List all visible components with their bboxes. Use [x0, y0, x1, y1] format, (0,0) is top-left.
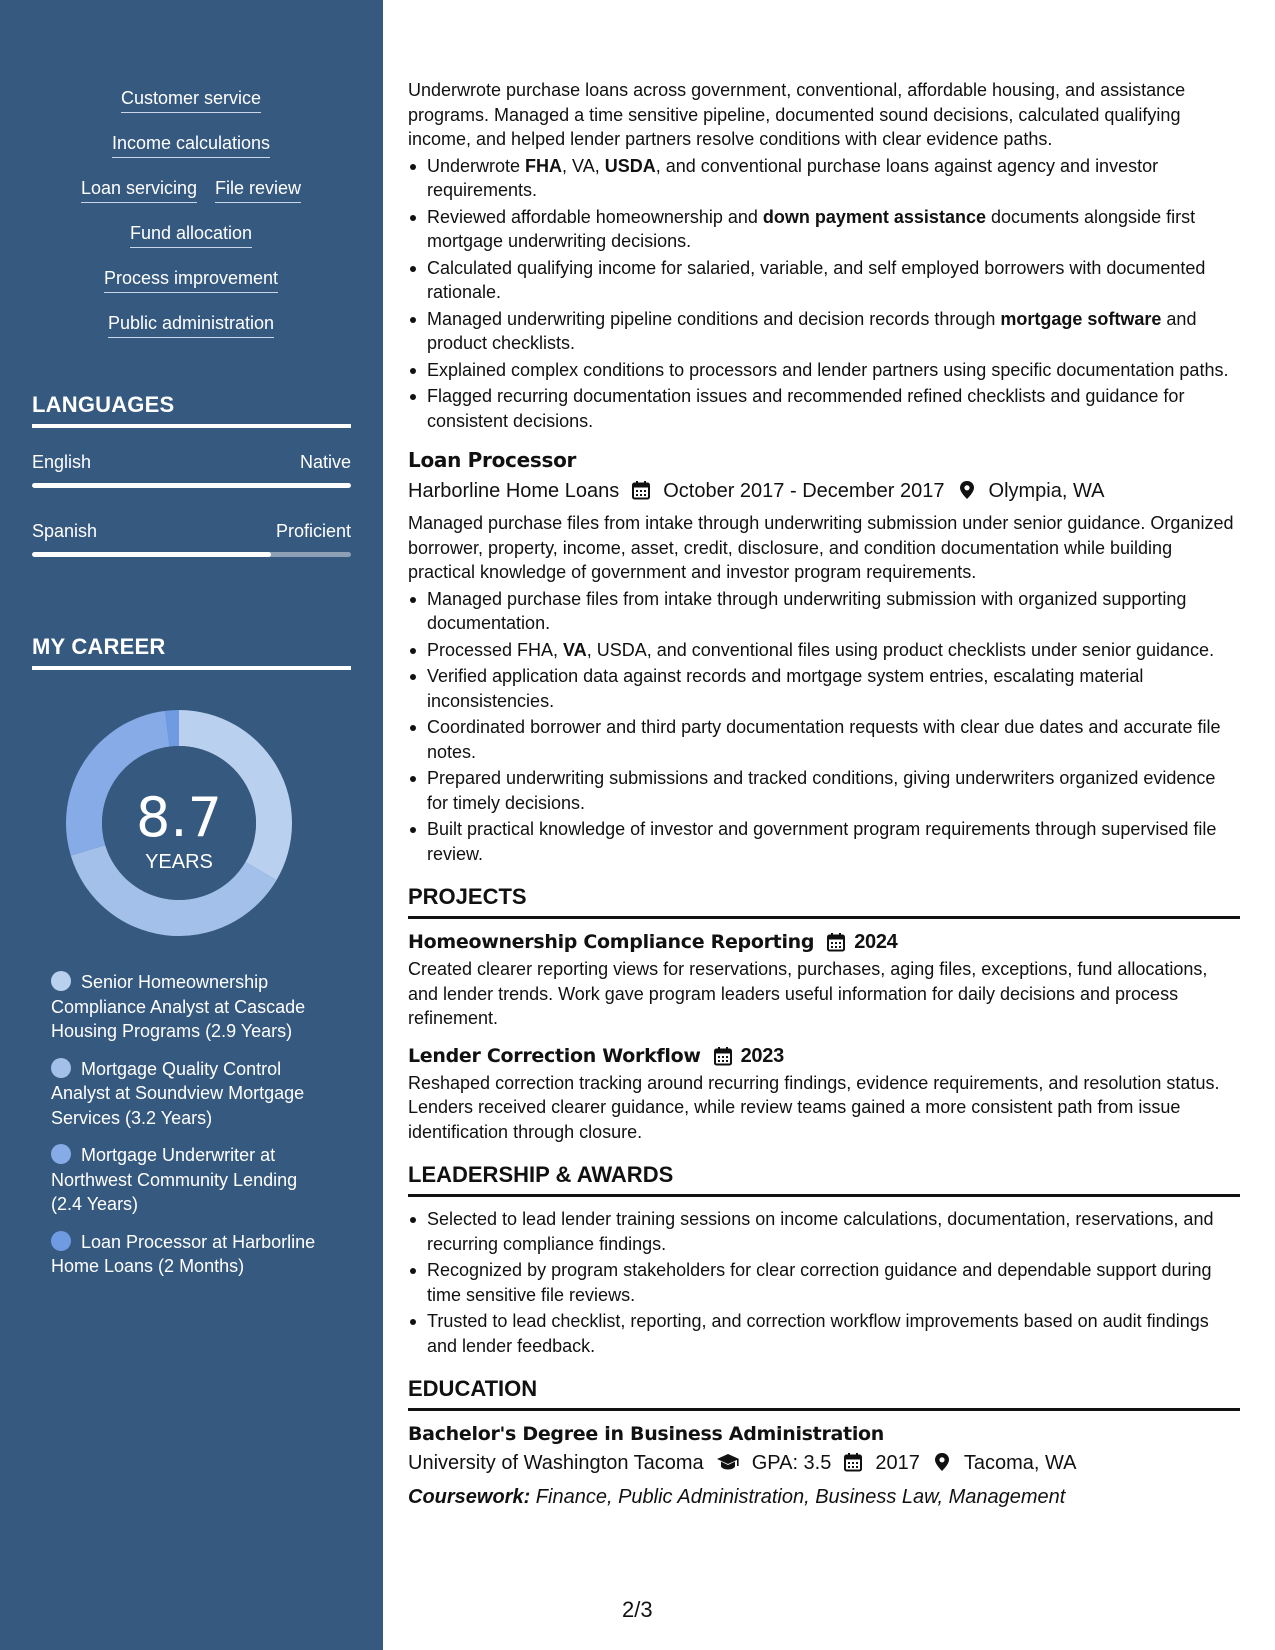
career-legend-item — [51, 1230, 331, 1279]
bullet-item — [408, 205, 1240, 254]
language-english — [32, 451, 351, 488]
sidebar — [0, 0, 383, 1650]
bullet-item — [408, 384, 1240, 433]
career-total: 8.7 — [136, 786, 222, 849]
skills-row — [32, 221, 350, 248]
project-title-row — [408, 929, 1240, 955]
bullet-item — [408, 307, 1240, 356]
main-content — [408, 78, 1240, 1511]
career-legend-text: Loan Processor at Harborline Home Loans (2 Months) — [51, 1231, 316, 1276]
text-segment: Explained complex conditions to processors and lender partners using specific documentation paths. — [427, 359, 1229, 380]
skill-tag: File review — [215, 176, 301, 203]
skills-row — [32, 311, 350, 338]
job-bullets — [408, 154, 1240, 434]
text-segment: Verified application data against records and mortgage system entries, escalating material inconsistencies. — [427, 666, 1144, 711]
bullet-item: Selected to lead lender training sessions on income calculations, documentation, reservations, and recurring compliance findings. — [408, 1207, 1240, 1256]
text-segment: and product checklists. — [427, 308, 1197, 353]
language-name: Spanish — [32, 521, 98, 541]
skill-tag: Fund allocation — [130, 221, 252, 248]
languages-heading: LANGUAGES — [32, 392, 351, 428]
career-legend-item — [51, 970, 331, 1044]
job-summary: Managed purchase files from intake through underwriting submission under senior guidance. Organized borrower, property, income, asset, credit, disclosure, and condition documentation while building practical knowledge of government and investor program requirements. — [408, 513, 1234, 582]
education-heading: EDUCATION — [408, 1376, 1240, 1411]
text-segment: Processed FHA, — [427, 639, 564, 660]
skill-tag: Loan servicing — [81, 176, 197, 203]
bold-text: down payment assistance — [762, 206, 986, 227]
job-title: Loan Processor — [408, 448, 577, 472]
bullet-item — [408, 358, 1240, 383]
legend-dot — [51, 971, 71, 991]
bold-text: mortgage software — [1000, 308, 1162, 329]
degree-title: Bachelor's Degree in Business Administration — [408, 1423, 885, 1445]
language-level: Native — [299, 452, 351, 472]
text-segment: Managed purchase files from intake through underwriting submission with organized supporting documentation. — [427, 588, 1187, 633]
calendar-icon — [843, 1452, 865, 1474]
language-name: English — [32, 452, 92, 472]
calendar-icon — [826, 932, 846, 952]
job-dates: October 2017 - December 2017 — [663, 480, 945, 502]
project-title: Lender Correction Workflow — [408, 1044, 701, 1067]
skills-row — [32, 86, 350, 113]
skills-row — [32, 131, 350, 158]
education-meta — [408, 1449, 1240, 1477]
career-legend-item — [51, 1057, 331, 1131]
leadership-bullets — [408, 1207, 1240, 1358]
text-segment: Calculated qualifying income for salaried, variable, and self employed borrowers with documented rationale. — [427, 257, 1206, 302]
bullet-item — [408, 154, 1240, 203]
skills-row — [32, 176, 350, 203]
text-segment: Prepared underwriting submissions and tracked conditions, giving underwriters organized evidence for timely decisions. — [427, 768, 1216, 813]
text-segment: Reviewed affordable homeownership and — [427, 206, 763, 227]
graduation-cap-icon — [716, 1452, 742, 1474]
bullet-item — [408, 664, 1240, 713]
project-item — [408, 929, 1240, 1031]
language-spanish — [32, 520, 351, 557]
text-segment: , USDA, and conventional files using product checklists under senior guidance. — [586, 639, 1215, 660]
project-title-row — [408, 1043, 1240, 1069]
bullet-item — [408, 638, 1240, 663]
career-heading: MY CAREER — [32, 634, 351, 670]
language-bar — [32, 483, 351, 488]
bullet-item: Trusted to lead checklist, reporting, and correction workflow improvements based on audit findings and lender feedback. — [408, 1309, 1240, 1358]
language-bar-fill — [32, 552, 271, 557]
bold-text: USDA — [604, 155, 656, 176]
career-unit: YEARS — [145, 851, 213, 873]
project-year: 2024 — [854, 931, 898, 953]
calendar-icon — [713, 1046, 733, 1066]
projects-heading: PROJECTS — [408, 884, 1240, 919]
language-bar — [32, 552, 351, 557]
skills-list — [32, 86, 350, 356]
school-location: Tacoma, WA — [963, 1452, 1077, 1474]
skill-tag: Process improvement — [104, 266, 278, 293]
text-segment: documents alongside first mortgage underwriting decisions. — [427, 206, 1196, 251]
language-level: Proficient — [275, 521, 351, 541]
legend-dot — [51, 1144, 71, 1164]
map-pin-icon — [957, 480, 979, 502]
skill-tag: Income calculations — [112, 131, 270, 158]
career-legend-text: Mortgage Quality Control Analyst at Soundview Mortgage Services (3.2 Years) — [51, 1058, 305, 1128]
legend-dot — [51, 1231, 71, 1251]
bullet-item — [408, 256, 1240, 305]
text-segment: , VA, — [562, 155, 605, 176]
calendar-icon — [631, 480, 653, 502]
career-legend — [51, 970, 331, 1292]
text-segment: Managed underwriting pipeline conditions and decision records through — [427, 308, 1001, 329]
bullet-item — [408, 715, 1240, 764]
page-number: 2/3 — [622, 1597, 653, 1622]
career-legend-item — [51, 1143, 331, 1217]
career-legend-text: Mortgage Underwriter at Northwest Community Lending (2.4 Years) — [51, 1145, 298, 1214]
text-segment: Coordinated borrower and third party documentation requests with clear due dates and accurate file notes. — [427, 717, 1221, 762]
map-pin-icon — [932, 1452, 954, 1474]
bullet-item — [408, 817, 1240, 866]
career-legend-text: Senior Homeownership Compliance Analyst at Cascade Housing Programs (2.9 Years) — [51, 972, 306, 1041]
job-location: Olympia, WA — [988, 480, 1105, 502]
skill-tag: Customer service — [121, 86, 261, 113]
leadership-heading: LEADERSHIP & AWARDS — [408, 1162, 1240, 1197]
bullet-item — [408, 587, 1240, 636]
project-item — [408, 1043, 1240, 1145]
coursework-label: Coursework: — [408, 1486, 531, 1508]
legend-dot — [51, 1058, 71, 1078]
skill-tag: Public administration — [108, 311, 274, 338]
bold-text: VA — [563, 639, 587, 660]
coursework — [408, 1483, 1240, 1511]
bullet-item — [408, 766, 1240, 815]
job-meta — [408, 477, 1240, 505]
job-company: Harborline Home Loans — [408, 480, 620, 502]
job-summary: Underwrote purchase loans across government, conventional, affordable housing, and assistance programs. Managed a time sensitive pipeline, documented sound decisions, calculated qualifying income, and helped lender partners resolve conditions with clear evidence paths. — [408, 80, 1186, 149]
school-name: University of Washington Tacoma — [408, 1452, 704, 1474]
bold-text: FHA — [525, 155, 563, 176]
project-description: Reshaped correction tracking around recurring findings, evidence requirements, and resolution status. Lenders received clearer guidance, while review teams gained a more consistent path from issue identification through closure. — [408, 1072, 1220, 1142]
text-segment: , and conventional purchase loans against agency and investor requirements. — [427, 155, 1159, 200]
project-title: Homeownership Compliance Reporting — [408, 931, 815, 953]
project-description: Created clearer reporting views for reservations, purchases, aging files, exceptions, fund allocations, and lender trends. Work gave program leaders useful information for daily decisions and process refinement. — [408, 959, 1208, 1028]
job-bullets — [408, 587, 1240, 867]
text-segment: Underwrote — [427, 155, 526, 176]
bullet-item: Recognized by program stakeholders for clear correction guidance and dependable support during time sensitive file reviews. — [408, 1258, 1240, 1307]
career-donut-chart — [66, 710, 292, 936]
text-segment: Flagged recurring documentation issues and recommended refined checklists and guidance for consistent decisions. — [427, 386, 1185, 431]
coursework-list: Finance, Public Administration, Business Law, Management — [530, 1486, 1066, 1508]
project-year: 2023 — [740, 1044, 784, 1067]
skills-row — [32, 266, 350, 293]
text-segment: Built practical knowledge of investor and government program requirements through supervised file review. — [427, 819, 1217, 864]
graduation-year: 2017 — [875, 1452, 920, 1474]
language-bar-fill — [32, 483, 351, 488]
gpa: GPA: 3.5 — [751, 1452, 832, 1474]
